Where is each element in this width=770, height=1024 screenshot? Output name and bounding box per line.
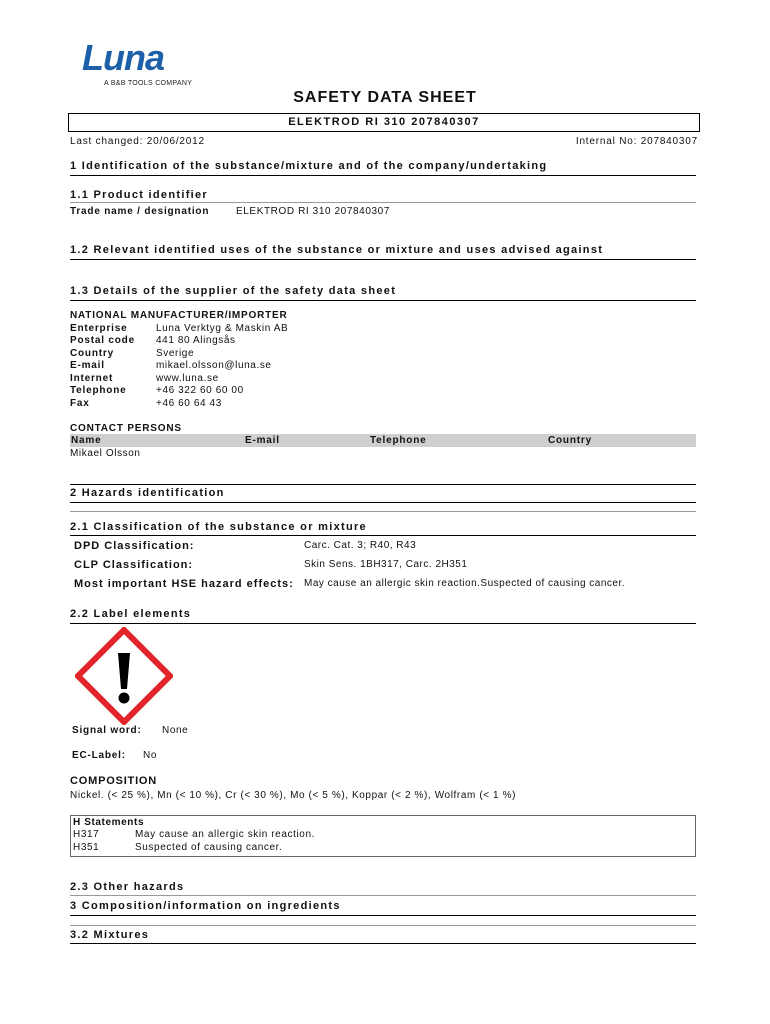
company-logo: Luna	[82, 37, 164, 78]
classification-value: Carc. Cat. 3; R40, R43	[304, 540, 417, 551]
column-header-country: Country	[548, 435, 592, 446]
supplier-value: Sverige	[156, 348, 195, 359]
product-name-box: ELEKTROD RI 310 207840307	[68, 113, 700, 132]
classification-row	[74, 559, 468, 573]
ec-label-label: EC-Label:	[72, 750, 126, 761]
signal-word-value: None	[162, 725, 189, 736]
supplier-value: +46 322 60 60 00	[156, 385, 244, 396]
h-statement-code: H351	[73, 842, 100, 853]
supplier-label: Telephone	[70, 385, 127, 396]
classification-value: May cause an allergic skin reaction.Suspected of causing cancer.	[304, 578, 626, 589]
supplier-label: E-mail	[70, 360, 105, 371]
supplier-label: Enterprise	[70, 323, 128, 334]
contact-table-header	[70, 434, 696, 447]
last-changed: Last changed: 20/06/2012	[70, 136, 205, 147]
divider	[70, 511, 696, 512]
supplier-email-value[interactable]: mikael.olsson@luna.se	[156, 360, 272, 371]
section-3-title: 3 Composition/information on ingredients	[70, 900, 341, 912]
column-header-email: E-mail	[245, 435, 280, 446]
divider	[70, 259, 696, 260]
contact-name: Mikael Olsson	[70, 448, 141, 459]
section-1-2-title: 1.2 Relevant identified uses of the substance or mixture and uses advised against	[70, 244, 604, 256]
supplier-label: Internet	[70, 373, 114, 384]
trade-name-value: ELEKTROD RI 310 207840307	[236, 206, 390, 217]
supplier-label: Postal code	[70, 335, 135, 346]
section-1-title: 1 Identification of the substance/mixture and of the company/undertaking	[70, 160, 548, 172]
document-title: SAFETY DATA SHEET	[293, 89, 477, 106]
section-2-3-title: 2.3 Other hazards	[70, 881, 185, 893]
composition-heading: COMPOSITION	[70, 775, 158, 787]
divider	[70, 943, 696, 944]
trade-name-label: Trade name / designation	[70, 206, 210, 217]
classification-label: Most important HSE hazard effects:	[74, 578, 294, 590]
classification-row	[74, 540, 417, 554]
divider	[70, 535, 696, 536]
divider	[70, 175, 696, 176]
column-header-telephone: Telephone	[370, 435, 427, 446]
divider	[70, 484, 696, 485]
divider	[70, 502, 696, 503]
signal-word-label: Signal word:	[72, 725, 142, 736]
internal-number: Internal No: 207840307	[575, 136, 698, 147]
divider	[70, 915, 696, 916]
supplier-label: Fax	[70, 398, 90, 409]
logo-tagline: A B&B TOOLS COMPANY	[104, 80, 193, 87]
section-2-2-title: 2.2 Label elements	[70, 608, 192, 620]
classification-value: Skin Sens. 1BH317, Carc. 2H351	[304, 559, 468, 570]
classification-label: CLP Classification:	[74, 559, 194, 571]
divider	[70, 925, 696, 926]
section-1-3-title: 1.3 Details of the supplier of the safety data sheet	[70, 285, 397, 297]
section-2-1-title: 2.1 Classification of the substance or mixture	[70, 521, 367, 533]
supplier-label: Country	[70, 348, 114, 359]
supplier-value: +46 60 64 43	[156, 398, 222, 409]
divider	[70, 895, 696, 896]
section-3-2-title: 3.2 Mixtures	[70, 929, 150, 941]
divider	[70, 202, 696, 203]
supplier-value: Luna Verktyg & Maskin AB	[156, 323, 289, 334]
divider	[70, 623, 696, 624]
classification-label: DPD Classification:	[74, 540, 195, 552]
composition-text: Nickel. (< 25 %), Mn (< 10 %), Cr (< 30 %), Mo (< 5 %), Koppar (< 2 %), Wolfram (< 1 %)	[70, 790, 517, 801]
supplier-website-link[interactable]: www.luna.se	[156, 373, 219, 384]
supplier-value: 441 80 Alingsås	[156, 335, 236, 346]
h-statements-box	[70, 815, 696, 857]
contact-persons-heading: CONTACT PERSONS	[70, 423, 182, 434]
manufacturer-heading: NATIONAL MANUFACTURER/IMPORTER	[70, 310, 288, 321]
classification-row	[74, 578, 626, 592]
ec-label-value: No	[143, 750, 157, 761]
section-1-1-title: 1.1 Product identifier	[70, 189, 209, 201]
h-statements-heading: H Statements	[73, 817, 145, 828]
h-statement-code: H317	[73, 829, 100, 840]
section-2-title: 2 Hazards identification	[70, 487, 225, 499]
column-header-name: Name	[71, 435, 102, 446]
h-statement-text: May cause an allergic skin reaction.	[135, 829, 316, 840]
divider	[70, 300, 696, 301]
exclamation-mark-hazard-icon	[75, 627, 173, 725]
h-statement-text: Suspected of causing cancer.	[135, 842, 283, 853]
